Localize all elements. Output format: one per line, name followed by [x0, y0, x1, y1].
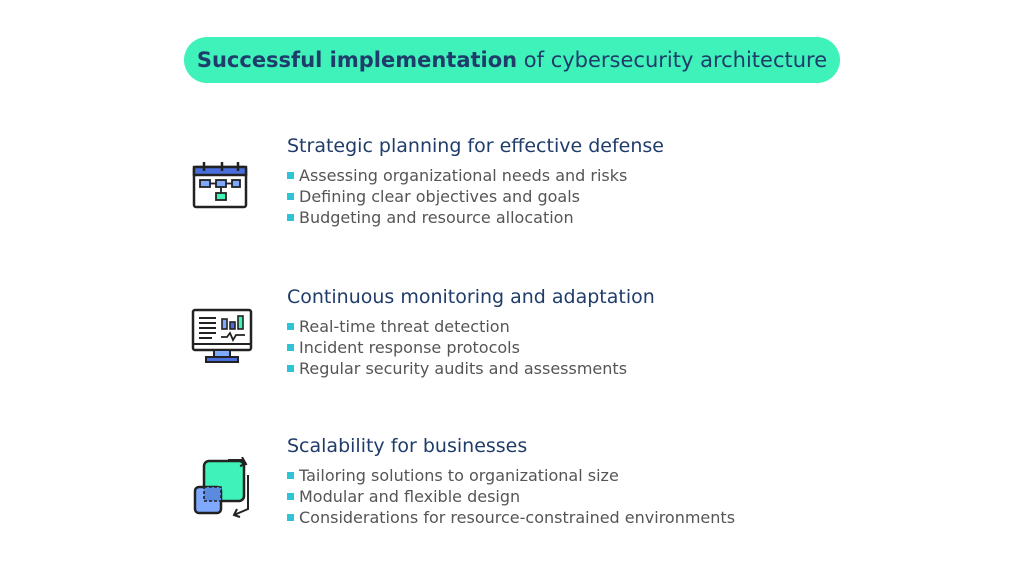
- bullet-list: [287, 316, 627, 379]
- bullet-marker: [287, 493, 294, 500]
- list-item: [287, 465, 735, 486]
- bullet-marker: [287, 514, 294, 521]
- list-item-text: Defining clear objectives and goals: [299, 187, 580, 206]
- bullet-marker: [287, 172, 294, 179]
- list-item-text: Assessing organizational needs and risks: [299, 166, 628, 185]
- list-item: [287, 316, 627, 337]
- list-item: [287, 186, 627, 207]
- list-item-text: Regular security audits and assessments: [299, 359, 628, 378]
- section-heading: Scalability for businesses: [287, 435, 528, 457]
- title-rest: of cybersecurity architecture: [517, 48, 828, 72]
- bullet-marker: [287, 214, 294, 221]
- scaling-squares-icon: [190, 457, 254, 521]
- workflow-calendar-icon: [190, 159, 254, 223]
- title-bold: Successful implementation: [196, 48, 518, 72]
- monitor-dashboard-icon: [190, 306, 254, 370]
- page-title: [184, 37, 840, 83]
- list-item: [287, 337, 627, 358]
- bullet-list: [287, 165, 627, 228]
- bullet-marker: [287, 344, 294, 351]
- bullet-marker: [287, 365, 294, 372]
- section-heading: Strategic planning for effective defense: [287, 135, 664, 157]
- list-item-text: Tailoring solutions to organizational size: [299, 466, 619, 485]
- list-item: [287, 486, 735, 507]
- bullet-marker: [287, 323, 294, 330]
- list-item-text: Incident response protocols: [299, 338, 520, 357]
- list-item: [287, 165, 627, 186]
- list-item: [287, 207, 627, 228]
- bullet-list: [287, 465, 735, 528]
- list-item: [287, 507, 735, 528]
- list-item-text: Considerations for resource-constrained environments: [299, 508, 736, 527]
- list-item: [287, 358, 627, 379]
- list-item-text: Real-time threat detection: [299, 317, 510, 336]
- section-heading: Continuous monitoring and adaptation: [287, 286, 655, 308]
- list-item-text: Modular and flexible design: [299, 487, 521, 506]
- bullet-marker: [287, 472, 294, 479]
- list-item-text: Budgeting and resource allocation: [299, 208, 574, 227]
- bullet-marker: [287, 193, 294, 200]
